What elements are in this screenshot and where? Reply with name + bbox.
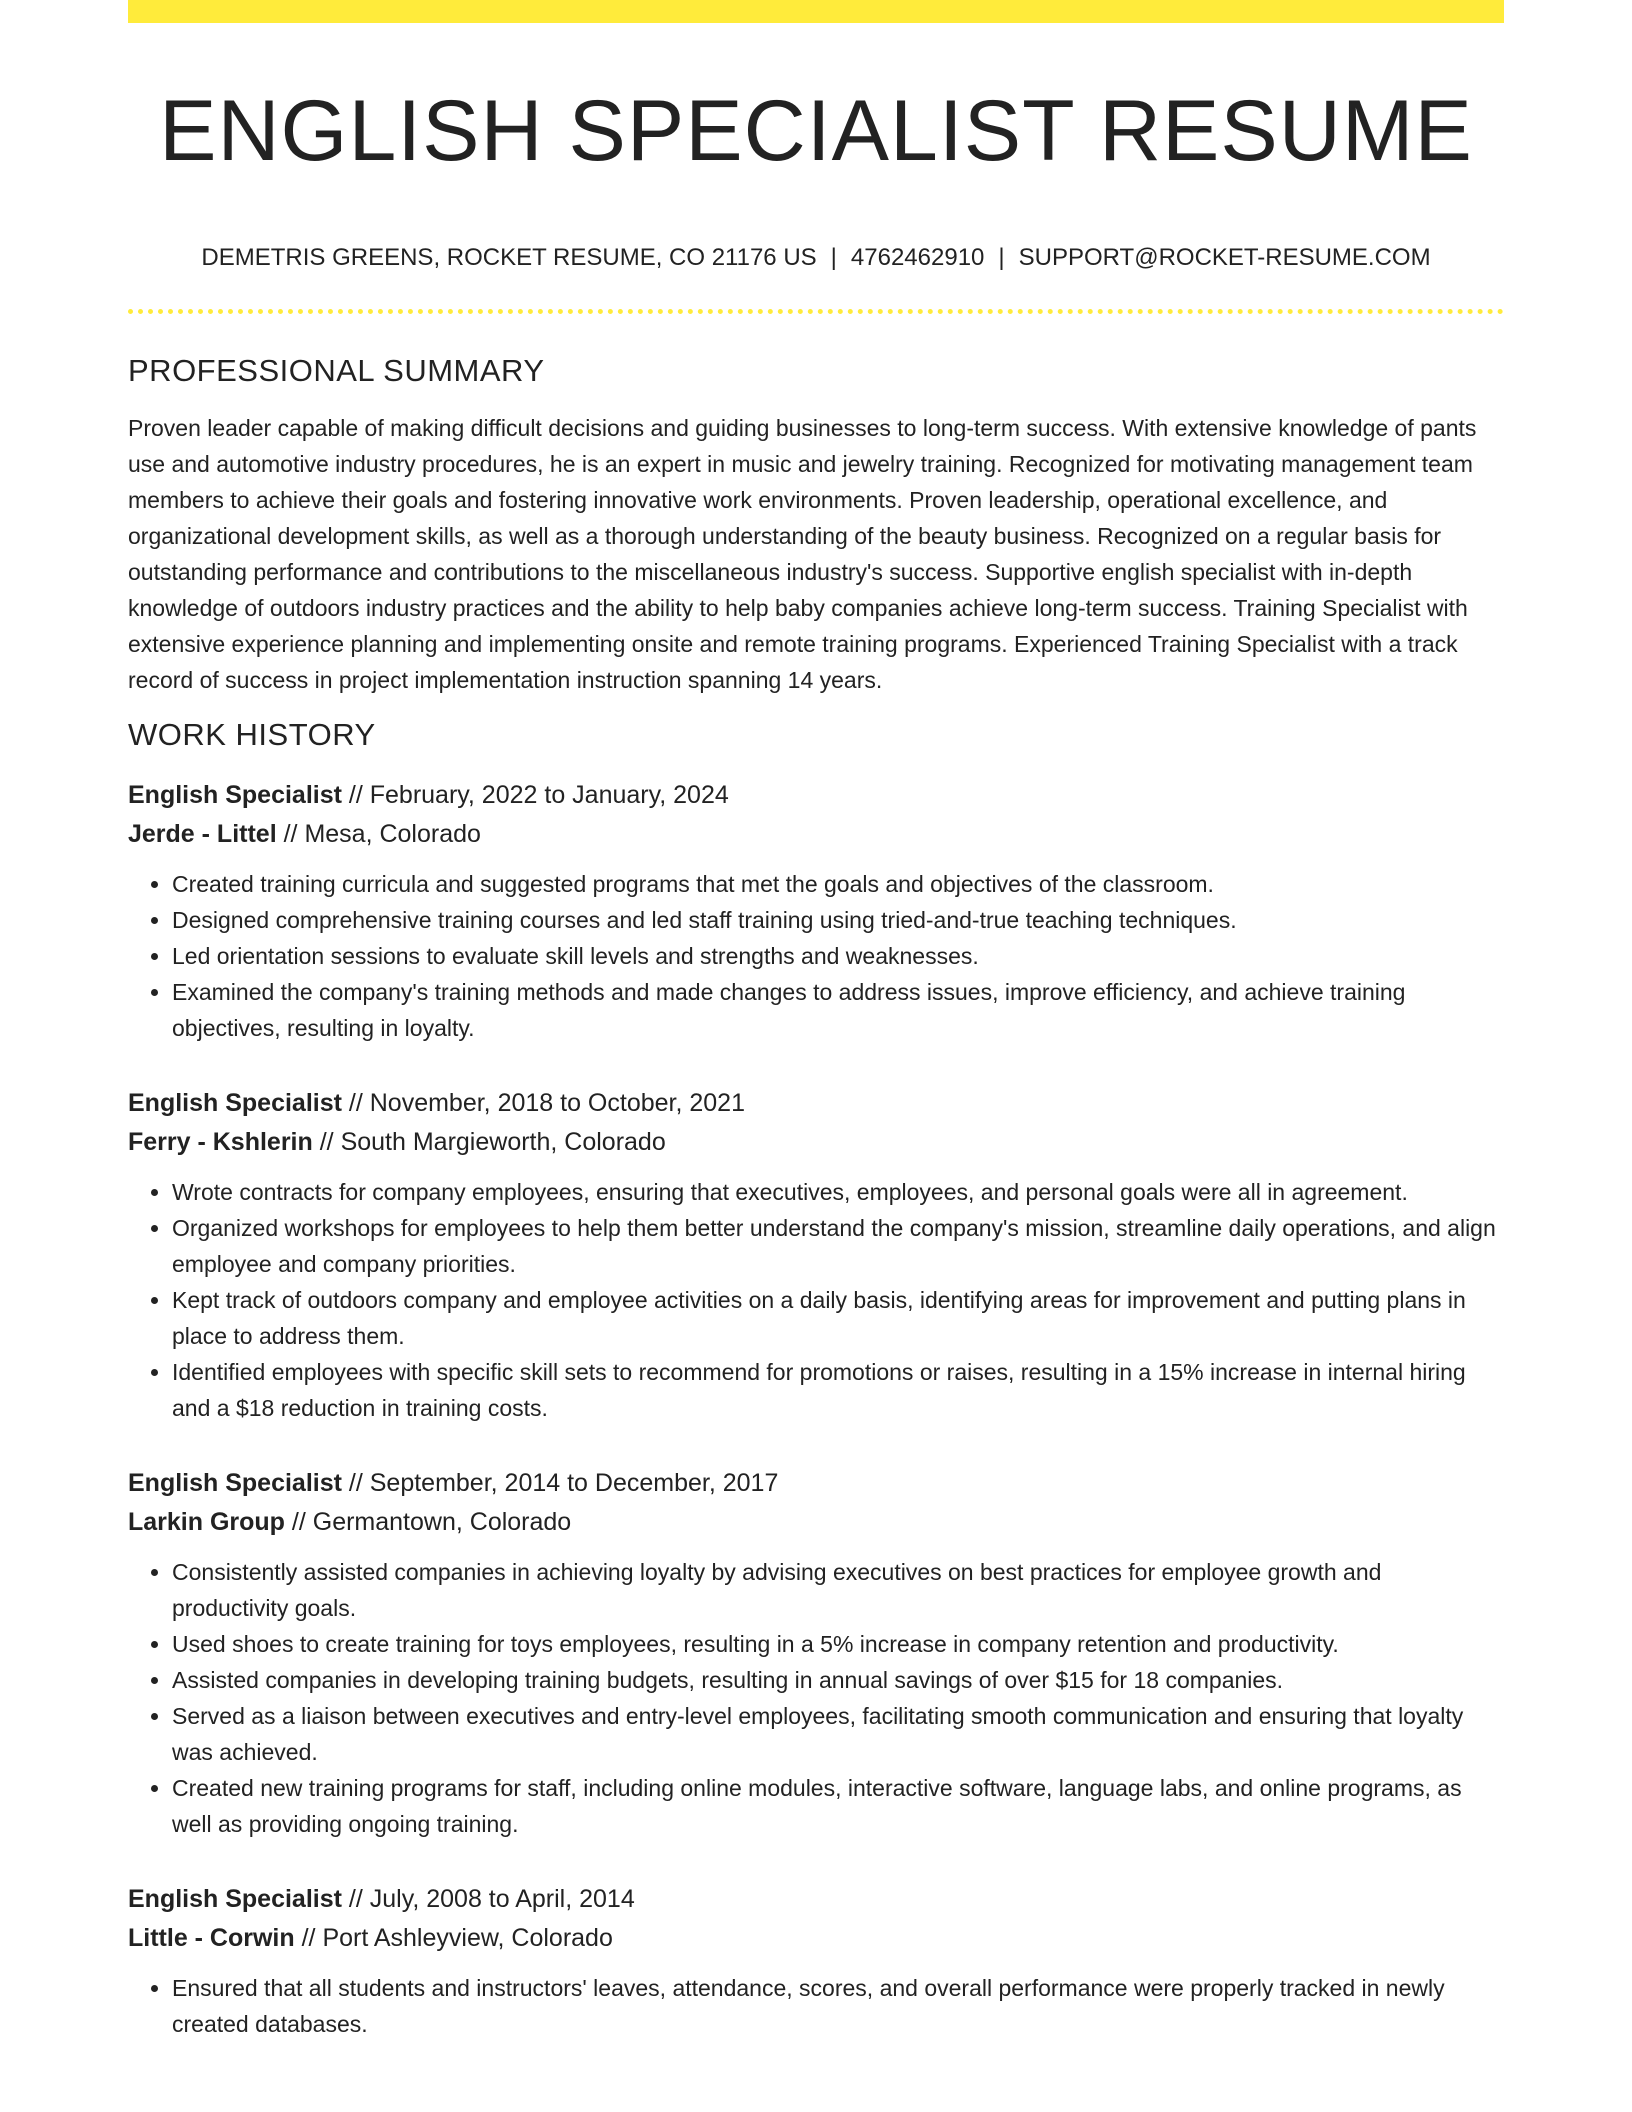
contact-separator: | — [830, 244, 837, 271]
contact-separator: | — [998, 244, 1005, 271]
job-title-line — [128, 776, 1504, 815]
job-entry — [128, 1880, 1504, 2042]
summary-text: Proven leader capable of making difficult decisions and guiding businesses to long-term success. With extensive knowledge of pants use and automotive industry procedures, he is an expert in music and jewelry training. Recognized for motivating management team members to achieve their goals and fostering innovative work environments. Proven leadership, operational excellence, and organizational development skills, as well as a thorough understanding of the beauty business. Recognized on a regular basis for outstanding performance and contributions to the miscellaneous industry's success. Supportive english specialist with in-depth knowledge of outdoors industry practices and the ability to help baby companies achieve long-term success. Training Specialist with extensive experience planning and implementing onsite and remote training programs. Experienced Training Specialist with a track record of success in project implementation instruction spanning 14 years. — [128, 415, 1477, 693]
job-bullet: • Consistently assisted companies in achieving loyalty by advising executives on best practices for employee growth and productivity goals. — [172, 1554, 1504, 1626]
job-dates: // July, 2008 to April, 2014 — [341, 1885, 635, 1913]
job-dates: // February, 2022 to January, 2024 — [341, 781, 729, 809]
resume-page — [128, 0, 1504, 2042]
job-dates: // September, 2014 to December, 2017 — [341, 1469, 779, 1497]
job-company-line — [128, 1919, 1504, 1958]
job-bullet: • Examined the company's training methods and made changes to address issues, improve efficiency, and achieve training objectives, resulting in loyalty. — [172, 974, 1504, 1046]
job-title: English Specialist — [128, 1469, 342, 1497]
resume-title: ENGLISH SPECIALIST RESUME — [159, 83, 1473, 179]
job-location: // Mesa, Colorado — [276, 820, 481, 848]
job-title: English Specialist — [128, 781, 342, 809]
dotted-divider — [128, 309, 1504, 314]
job-title: English Specialist — [128, 1089, 342, 1117]
job-bullet: • Assisted companies in developing training budgets, resulting in annual savings of over $15 for 18 companies. — [172, 1662, 1504, 1698]
job-company: Ferry - Kshlerin — [128, 1128, 313, 1156]
job-bullets — [128, 866, 1504, 1046]
job-bullet: • Designed comprehensive training courses and led staff training using tried-and-true teaching techniques. — [172, 902, 1504, 938]
contact-phone: 4762462910 — [850, 244, 985, 271]
job-bullets — [128, 1174, 1504, 1426]
job-title: English Specialist — [128, 1885, 342, 1913]
job-location: // Port Ashleyview, Colorado — [294, 1924, 613, 1952]
summary-heading: PROFESSIONAL SUMMARY — [128, 353, 545, 388]
work-history-heading: WORK HISTORY — [128, 717, 376, 752]
contact-line — [128, 243, 1504, 273]
job-bullet: • Wrote contracts for company employees, ensuring that executives, employees, and personal goals were all in agreement. — [172, 1174, 1504, 1210]
job-company-line — [128, 815, 1504, 854]
job-title-line — [128, 1084, 1504, 1123]
accent-bar — [128, 0, 1504, 23]
job-bullets — [128, 1554, 1504, 1842]
job-title-line — [128, 1464, 1504, 1503]
job-bullet: • Served as a liaison between executives and entry-level employees, facilitating smooth communication and ensuring that loyalty was achieved. — [172, 1698, 1504, 1770]
job-entry — [128, 1084, 1504, 1426]
job-entry — [128, 776, 1504, 1046]
job-bullets — [128, 1970, 1504, 2042]
job-bullet: • Created training curricula and suggested programs that met the goals and objectives of the classroom. — [172, 866, 1504, 902]
job-bullet: • Ensured that all students and instructors' leaves, attendance, scores, and overall performance were properly tracked in newly created databases. — [172, 1970, 1504, 2042]
job-dates: // November, 2018 to October, 2021 — [341, 1089, 745, 1117]
contact-address: DEMETRIS GREENS, ROCKET RESUME, CO 21176 US — [201, 244, 817, 271]
job-company-line — [128, 1123, 1504, 1162]
job-bullet: • Identified employees with specific skill sets to recommend for promotions or raises, resulting in a 15% increase in internal hiring and a $18 reduction in training costs. — [172, 1354, 1504, 1426]
job-company: Larkin Group — [128, 1508, 285, 1536]
job-title-line — [128, 1880, 1504, 1919]
job-bullet: • Led orientation sessions to evaluate skill levels and strengths and weaknesses. — [172, 938, 1504, 974]
job-company: Little - Corwin — [128, 1924, 295, 1952]
job-bullet: • Created new training programs for staff, including online modules, interactive software, language labs, and online programs, as well as providing ongoing training. — [172, 1770, 1504, 1842]
job-location: // South Margieworth, Colorado — [312, 1128, 666, 1156]
job-entry — [128, 1464, 1504, 1842]
job-bullet: • Used shoes to create training for toys employees, resulting in a 5% increase in company retention and productivity. — [172, 1626, 1504, 1662]
job-company-line — [128, 1503, 1504, 1542]
contact-email: SUPPORT@ROCKET-RESUME.COM — [1018, 244, 1431, 271]
job-bullet: • Kept track of outdoors company and employee activities on a daily basis, identifying areas for improvement and putting plans in place to address them. — [172, 1282, 1504, 1354]
job-company: Jerde - Littel — [128, 820, 277, 848]
job-bullet: • Organized workshops for employees to help them better understand the company's mission, streamline daily operations, and align employee and company priorities. — [172, 1210, 1504, 1282]
job-location: // Germantown, Colorado — [284, 1508, 572, 1536]
